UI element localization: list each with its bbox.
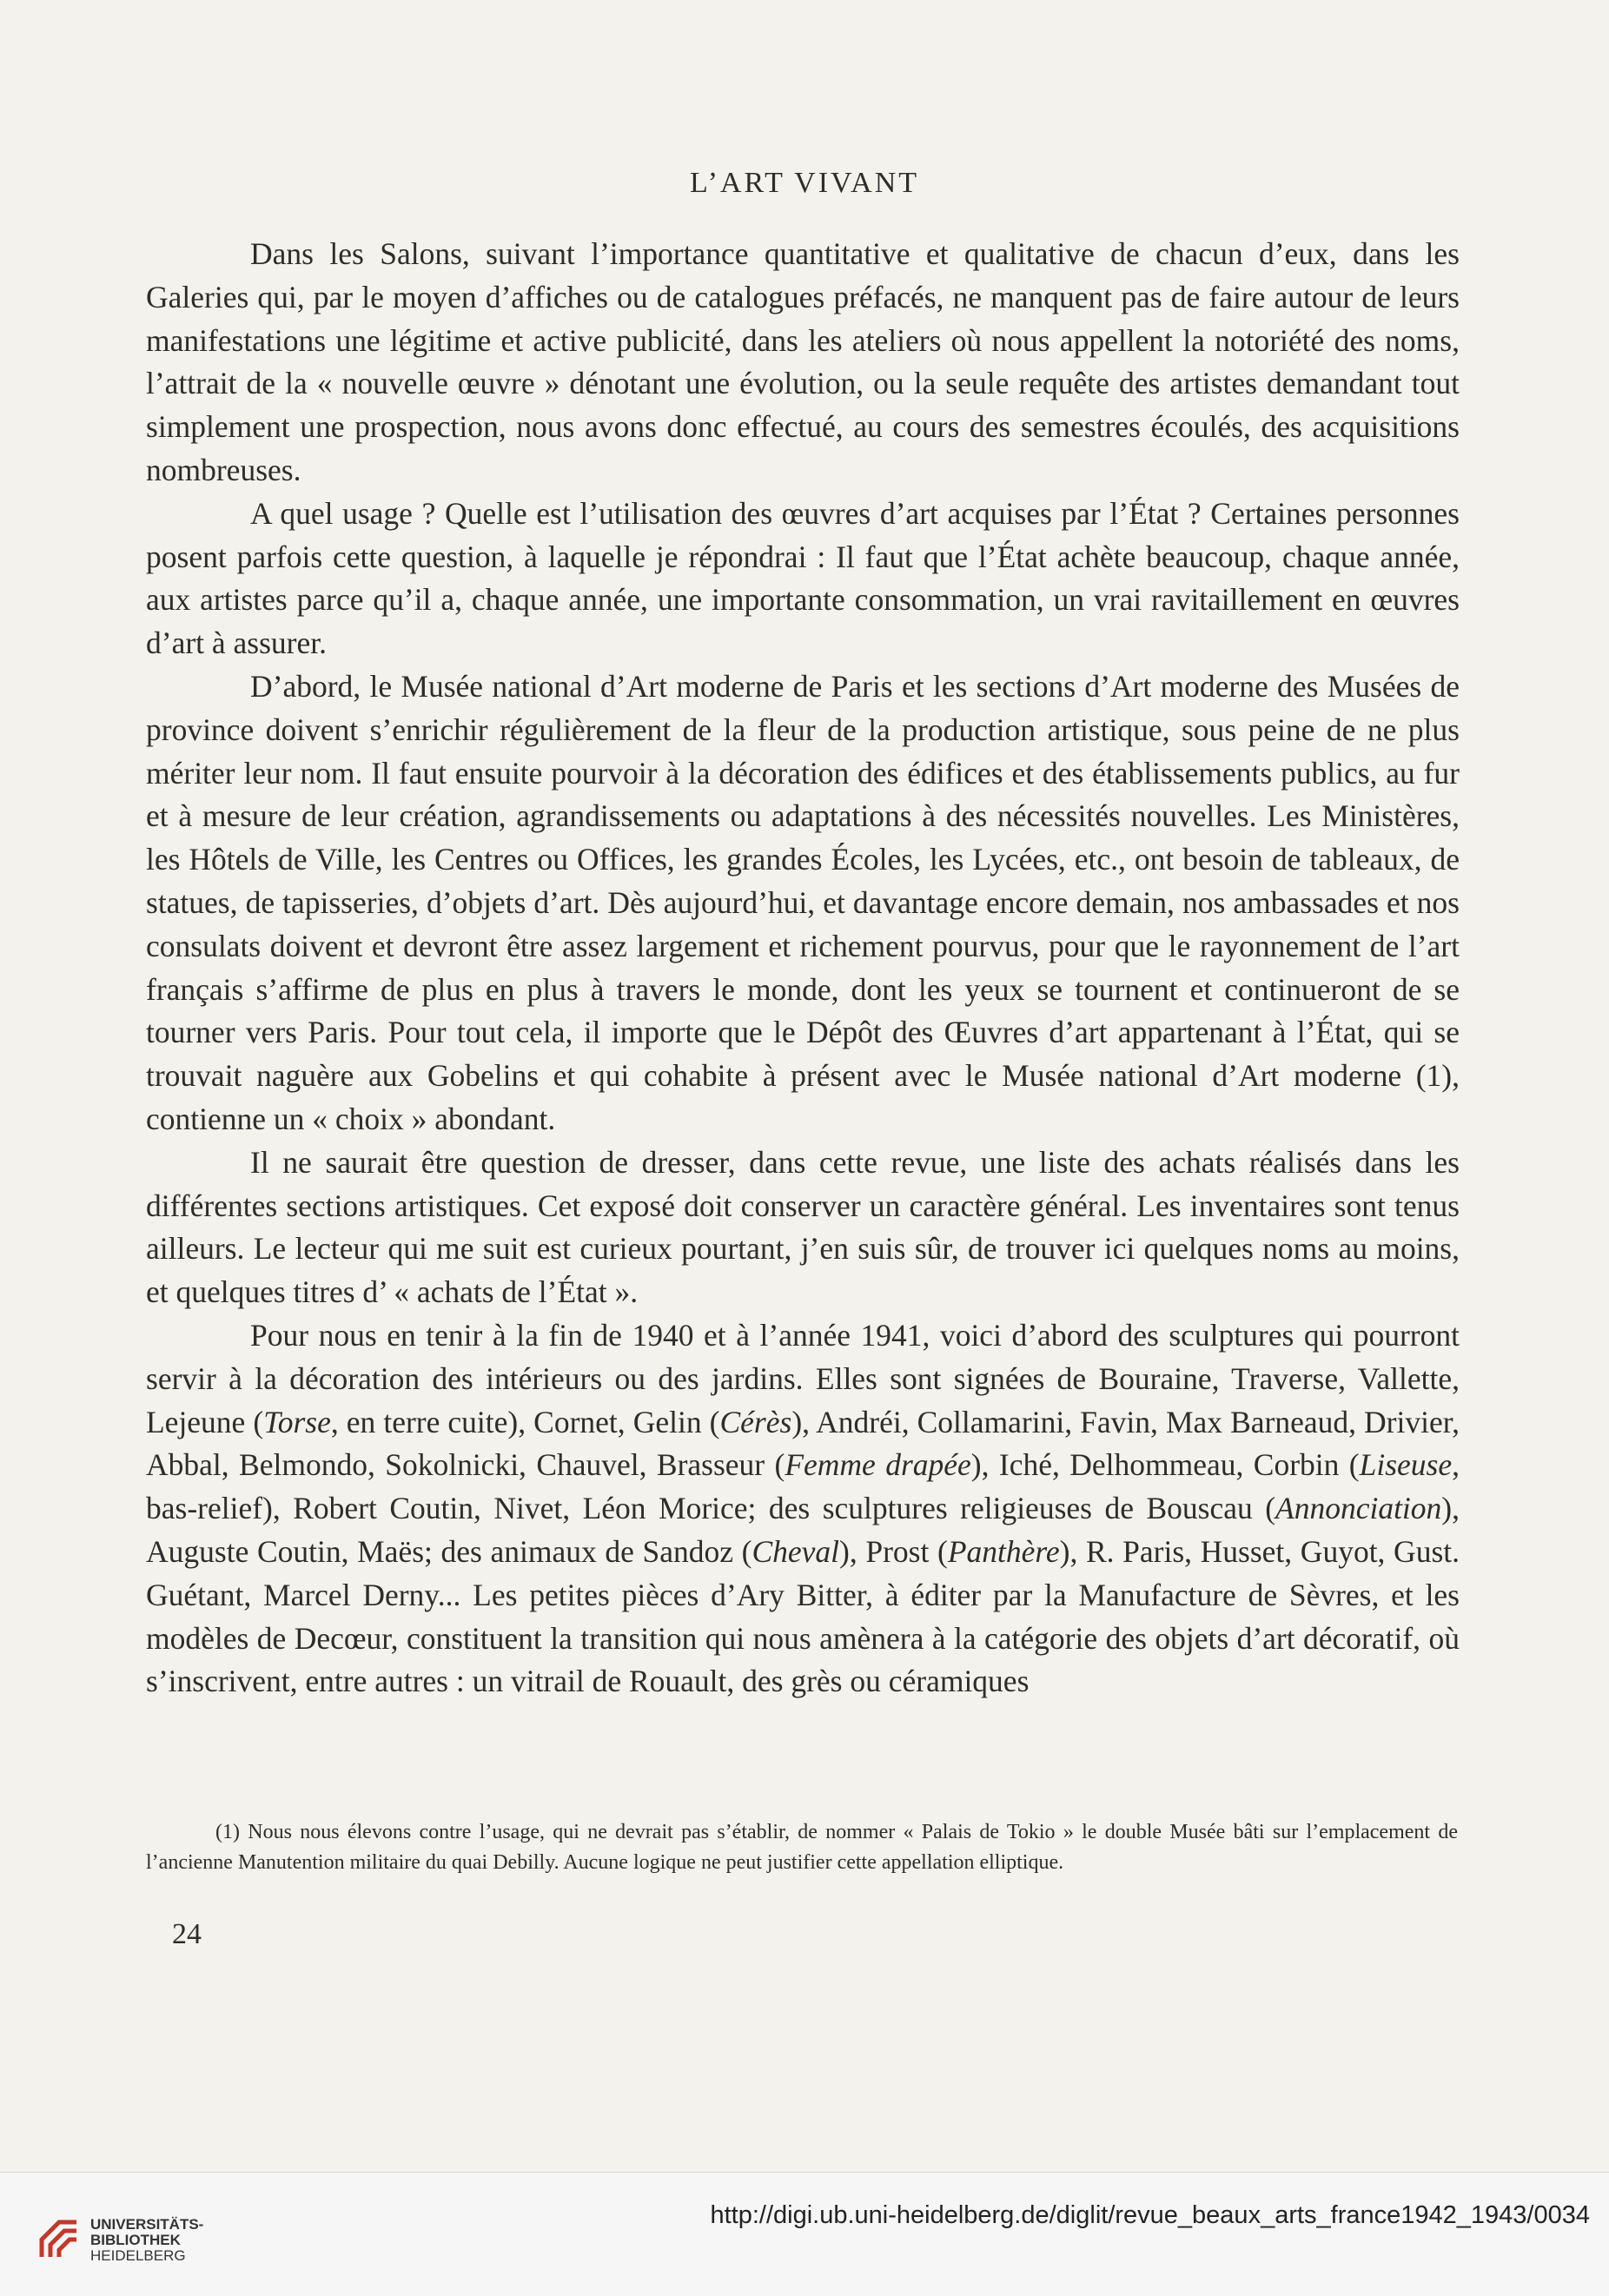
artwork-title: Cheval <box>752 1533 840 1569</box>
text-run: ), R. Paris, Husset, Guyot, Gust. Guétant, Marcel Derny... Les petites pièces d’Ary Bitter, à éditer par la Manufacture de Sèvres, et les modèles de Decœur, constituent la transition qui nous amènera à la catégorie des objets d’art décoratif, où s’inscrivent, entre autres : un vitrail de Rouault, des grès ou céramiques <box>146 1533 1460 1699</box>
library-name-line-1: UNIVERSITÄTS- <box>90 2216 204 2233</box>
text-run: ), Andréi, Collamarini, Favin, Max Barneaud, Drivier, Abbal, Belmondo, Sokolnicki, Chauvel, Brasseur ( <box>146 1404 1460 1483</box>
artwork-title: Panthère <box>947 1533 1060 1569</box>
paragraph-1: Dans les Salons, suivant l’importance quantitative et qualitative de chacun d’eux, dans les Galeries qui, par le moyen d’affiches ou de catalogues préfacés, ne manquent pas de faire autour de leurs manifestations une légitime et active publicité, dans les ateliers où nous appellent la notoriété des noms, l’attrait de la « nouvelle œuvre » dénotant une évolution, ou la seule requête des artistes demandant tout simplement une prospection, nous avons donc effectué, au cours des semestres écoulés, des acquisitions nombreuses. <box>146 236 1460 487</box>
text-run: , en terre cuite), Cornet, Gelin ( <box>330 1404 720 1439</box>
footer-bar <box>0 2172 1609 2296</box>
page-number: 24 <box>172 1918 202 1950</box>
text-run: ), Auguste Coutin, Maës; des animaux de Sandoz ( <box>146 1491 1460 1569</box>
footnote <box>146 1817 1458 1878</box>
footnote-text: (1) Nous nous élevons contre l’usage, qui ne devrait pas s’établir, de nommer « Palais de Tokio » le double Musée bâti sur l’emplacement de l’ancienne Manutention militaire du quai Debilly. Aucune logique ne peut justifier cette appellation elliptique. <box>146 1821 1458 1874</box>
paragraph-4: Il ne saurait être question de dresser, dans cette revue, une liste des achats réalisés dans les différentes sections artistiques. Cet exposé doit conserver un caractère général. Les inventaires sont tenus ailleurs. Le lecteur qui me suit est curieux pourtant, j’en suis sûr, de trouver ici quelques noms au moins, et quelques titres d’ « achats de l’État ». <box>146 1144 1460 1310</box>
library-logo-icon[interactable] <box>36 2213 85 2262</box>
library-name-line-2: BIBLIOTHEK <box>90 2232 181 2248</box>
text-run: Pour nous en tenir à la fin de 1940 et à l’année 1941, voici d’abord des sculptures qui pourront servir à la décoration des intérieurs ou des jardins. Elles sont signées de Bouraine, Traverse, Vallette, Lejeune ( <box>146 1317 1460 1439</box>
text-run: , bas-relief), Robert Coutin, Nivet, Léon Morice; des sculptures religieuses de Bouscau ( <box>146 1447 1460 1526</box>
library-name-line-3: HEIDELBERG <box>90 2247 186 2264</box>
artwork-title: Liseuse <box>1359 1447 1453 1483</box>
body-text <box>146 233 1460 1704</box>
artwork-title: Torse <box>263 1404 331 1439</box>
artwork-title: Annonciation <box>1275 1491 1442 1526</box>
running-head: L’ART VIVANT <box>689 167 920 199</box>
text-run: ), Iché, Delhommeau, Corbin ( <box>970 1447 1360 1483</box>
artwork-title: Cérès <box>719 1404 792 1439</box>
text-run: ), Prost ( <box>839 1533 948 1569</box>
artwork-title: Femme drapée <box>785 1447 971 1483</box>
paragraph-5 <box>146 1314 1460 1704</box>
paragraph-3: D’abord, le Musée national d’Art moderne de Paris et les sections d’Art moderne des Musées de province doivent s’enrichir régulièrement de la fleur de la production artistique, sous peine de ne plus mériter leur nom. Il faut ensuite pourvoir à la décoration des édifices et des établissements publics, au fur et à mesure de leur création, agrandissements ou adaptations à des nécessités nouvelles. Les Ministères, les Hôtels de Ville, les Centres ou Offices, les grandes Écoles, les Lycées, etc., ont besoin de tableaux, de statues, de tapisseries, d’objets d’art. Dès aujourd’hui, et davantage encore demain, nos ambassades et nos consulats doivent et devront être assez largement et richement pourvus, pour que le rayonnement de l’art français s’affirme de plus en plus à travers le monde, dont les yeux se tournent et continueront de se tourner vers Paris. Pour tout cela, il importe que le Dépôt des Œuvres d’art appartenant à l’État, qui se trouvait naguère aux Gobelins et qui cohabite à présent avec le Musée national d’Art moderne (1), contienne un « choix » abondant. <box>146 668 1460 1136</box>
source-url-link[interactable]: http://digi.ub.uni-heidelberg.de/diglit/revue_beaux_arts_france1942_1943/0034 <box>710 2201 1590 2229</box>
paragraph-2: A quel usage ? Quelle est l’utilisation des œuvres d’art acquises par l’État ? Certaines personnes posent parfois cette question, à laquelle je répondrai : Il faut que l’État achète beaucoup, chaque année, aux artistes parce qu’il a, chaque année, une importante consommation, un vrai ravitaillement en œuvres d’art à assurer. <box>146 495 1460 661</box>
library-name[interactable] <box>90 2217 203 2264</box>
